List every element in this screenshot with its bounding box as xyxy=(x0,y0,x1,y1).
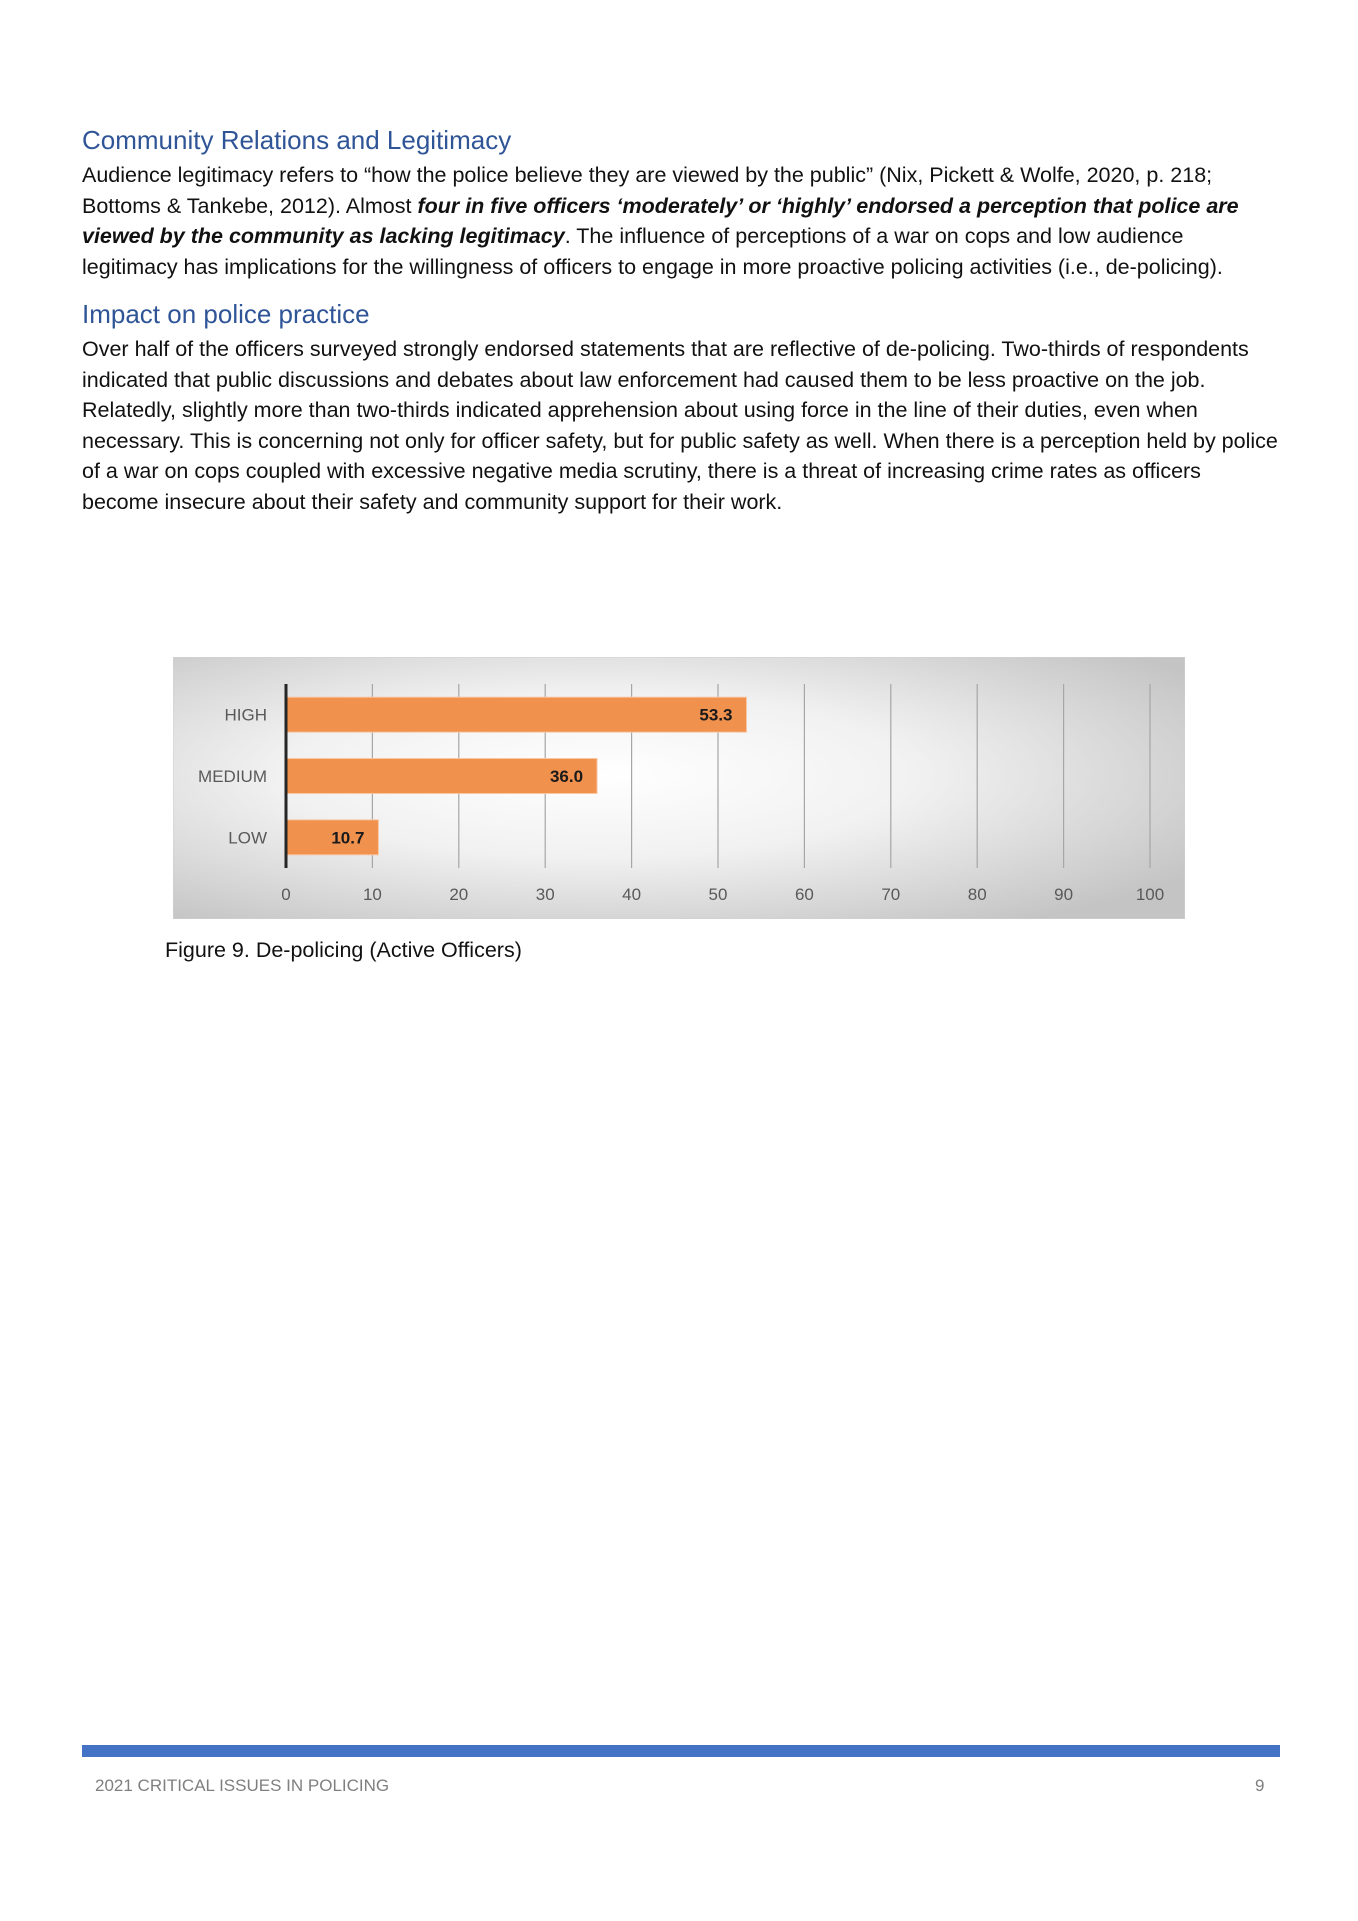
de-policing-bar-chart xyxy=(173,657,1185,919)
category-label: HIGH xyxy=(224,705,267,725)
x-tick-label: 30 xyxy=(535,885,555,904)
x-tick-label: 70 xyxy=(881,885,901,904)
x-tick-label: 40 xyxy=(622,885,642,904)
data-label-medium: 36.0 xyxy=(549,767,584,786)
x-tick-label: 0 xyxy=(281,885,291,904)
paragraph-emphasis: four in five officers ‘moderately’ or ‘highly’ endorsed a perception that police are viewed by the community as lacking legitimacy xyxy=(82,193,1239,248)
category-label: LOW xyxy=(228,828,267,848)
x-tick-label: 80 xyxy=(967,885,987,904)
section-heading-community-relations: Community Relations and Legitimacy xyxy=(82,125,512,155)
data-label-high: 53.3 xyxy=(699,705,733,725)
footer-bar xyxy=(82,1745,1280,1757)
x-tick-label: 20 xyxy=(449,885,469,904)
x-tick-label: 50 xyxy=(708,885,728,904)
page-number: 9 xyxy=(1255,1776,1265,1795)
x-tick-label: 90 xyxy=(1054,885,1074,904)
paragraph-text-b: . The influence of perceptions of a war on cops and low audience legitimacy has implications for the willingness of officers to engage in more proactive policing activities (i.e., de-policing). xyxy=(82,224,1223,279)
paragraph-text-a: Audience legitimacy refers to “how the police believe they are viewed by the public” (Nix, Pickett & Wolfe, 2020, p. 218; Bottoms & Tankebe, 2012). Almost xyxy=(82,163,1213,218)
footer-title: 2021 CRITICAL ISSUES IN POLICING xyxy=(95,1776,390,1795)
x-tick-label: 10 xyxy=(362,885,382,904)
section-heading-impact: Impact on police practice xyxy=(82,299,370,329)
page-content xyxy=(82,124,1282,533)
x-tick-label: 100 xyxy=(1135,885,1165,904)
figure-caption: Figure 9. De-policing (Active Officers) xyxy=(165,938,522,962)
data-label-low: 10.7 xyxy=(331,828,365,848)
paragraph-impact: Over half of the officers surveyed strongly endorsed statements that are reflective of de-policing. Two-thirds of respondents indicated that public discussions and debates about law enforcement had caused them to be less proactive on the job. Relatedly, slightly more than two-thirds indicated apprehension about using force in the line of their duties, even when necessary. This is concerning not only for officer safety, but for public safety as well. When there is a perception held by police of a war on cops coupled with excessive negative media scrutiny, there is a threat of increasing crime rates as officers become insecure about their safety and community support for their work. xyxy=(82,337,1278,514)
bar-high xyxy=(286,697,747,732)
category-label: MEDIUM xyxy=(198,767,267,786)
x-tick-label: 60 xyxy=(794,885,814,904)
paragraph-community-relations xyxy=(82,160,1282,282)
